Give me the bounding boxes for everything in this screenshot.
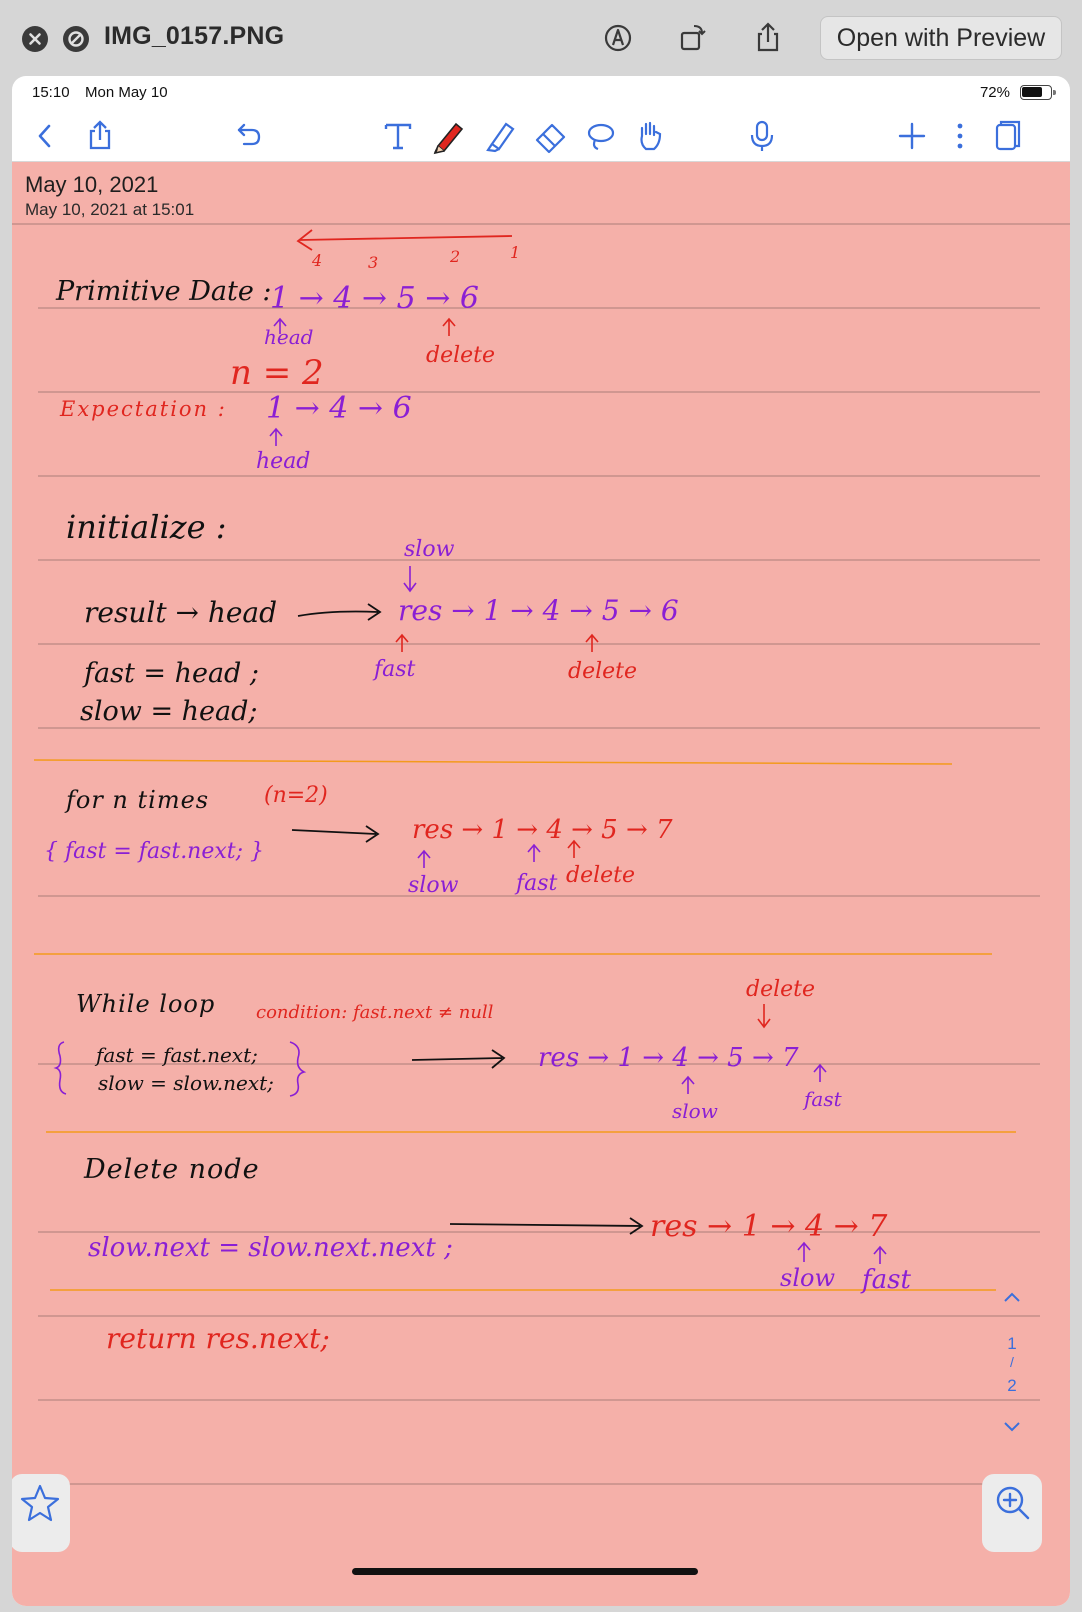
slow-eq-head: slow = head; (80, 696, 258, 727)
for-list: res → 1 → 4 → 5 → 7 (412, 815, 673, 845)
init-fast: fast (374, 657, 416, 682)
pen-icon[interactable] (426, 114, 470, 158)
init-slow: slow (404, 537, 455, 562)
for-fast: fast (516, 871, 558, 896)
primitive-head: head (264, 325, 314, 349)
more-icon[interactable] (938, 114, 982, 158)
handwriting-canvas (12, 162, 1070, 1606)
zoom-icon (982, 1474, 1042, 1534)
for-label: for n times (66, 786, 210, 814)
final-list: res → 1 → 4 → 7 (650, 1209, 888, 1244)
init-delete: delete (568, 659, 638, 684)
while-condition: condition: fast.next ≠ null (256, 1002, 494, 1023)
eraser-icon[interactable] (528, 114, 572, 158)
notes-toolbar (12, 110, 1070, 162)
for-n: (n=2) (264, 783, 328, 808)
init-list: res → 1 → 4 → 5 → 6 (398, 594, 679, 627)
blocked-icon[interactable] (63, 26, 89, 52)
primitive-delete: delete (426, 343, 496, 368)
index-2: 2 (450, 247, 461, 266)
primitive-label: Primitive Date : (56, 276, 272, 307)
current-page: 1 (1007, 1334, 1017, 1353)
favorite-button[interactable] (12, 1474, 70, 1552)
expectation-head: head (256, 449, 311, 474)
gesture-icon[interactable] (628, 114, 672, 158)
reverse-arrow (298, 230, 512, 250)
status-time: 15:10 (32, 84, 70, 101)
while-list: res → 1 → 4 → 5 → 7 (538, 1043, 799, 1073)
primitive-list: 1 → 4 → 5 → 6 (270, 281, 479, 316)
ipad-screenshot (12, 76, 1070, 1606)
for-slow: slow (408, 873, 459, 898)
n-value: n = 2 (230, 353, 324, 393)
total-pages: 2 (1007, 1376, 1017, 1395)
battery-icon (1020, 85, 1052, 100)
while-fast-label: fast (804, 1087, 842, 1111)
final-slow: slow (780, 1264, 835, 1292)
back-icon[interactable] (22, 114, 66, 158)
final-fast: fast (862, 1265, 911, 1295)
page-indicator (998, 1290, 1026, 1440)
expectation-list: 1 → 4 → 6 (266, 391, 412, 426)
for-delete: delete (566, 863, 636, 888)
rotate-icon[interactable] (672, 18, 712, 58)
result-head: result → head (84, 596, 278, 629)
undo-icon[interactable] (226, 114, 270, 158)
status-date: Mon May 10 (85, 84, 168, 101)
window-filename: IMG_0157.PNG (104, 22, 285, 50)
open-with-preview-button[interactable]: Open with Preview (820, 16, 1062, 60)
markup-icon[interactable] (598, 18, 638, 58)
quicklook-titlebar (0, 0, 1082, 74)
highlighter-icon[interactable] (478, 114, 522, 158)
delete-node-label: Delete node (84, 1154, 260, 1185)
page-separator: / (1010, 1354, 1014, 1370)
mic-icon[interactable] (740, 114, 784, 158)
text-tool-icon[interactable] (376, 114, 420, 158)
delete-stmt: slow.next = slow.next.next ; (88, 1233, 453, 1263)
note-subtitle: May 10, 2021 at 15:01 (25, 200, 195, 219)
battery-percent: 72% (979, 84, 1010, 101)
fast-eq-head: fast = head ; (84, 658, 260, 689)
return-stmt: return res.next; (106, 1322, 330, 1355)
index-4: 4 (312, 251, 323, 270)
note-page[interactable] (12, 162, 1070, 1606)
index-1: 1 (510, 243, 521, 262)
index-3: 3 (368, 253, 379, 272)
while-slow-label: slow (672, 1099, 718, 1123)
for-body: { fast = fast.next; } (44, 839, 265, 864)
while-delete: delete (746, 977, 816, 1002)
home-indicator (352, 1568, 698, 1575)
chevron-down-icon[interactable] (1002, 1420, 1022, 1434)
while-label: While loop (76, 990, 216, 1018)
chevron-up-icon[interactable] (1002, 1290, 1022, 1304)
note-title: May 10, 2021 (25, 172, 159, 197)
status-bar (12, 76, 1070, 110)
star-icon (12, 1474, 70, 1534)
initialize-label: initialize : (66, 508, 227, 546)
lasso-icon[interactable] (578, 114, 622, 158)
pages-icon[interactable] (986, 114, 1030, 158)
while-fast: fast = fast.next; (96, 1043, 258, 1067)
while-slow: slow = slow.next; (98, 1071, 274, 1095)
share-icon[interactable] (748, 18, 788, 58)
zoom-button[interactable] (982, 1474, 1042, 1552)
export-icon[interactable] (78, 114, 122, 158)
close-icon[interactable] (22, 26, 48, 52)
add-icon[interactable] (890, 114, 934, 158)
expectation-label: Expectation : (60, 397, 227, 421)
